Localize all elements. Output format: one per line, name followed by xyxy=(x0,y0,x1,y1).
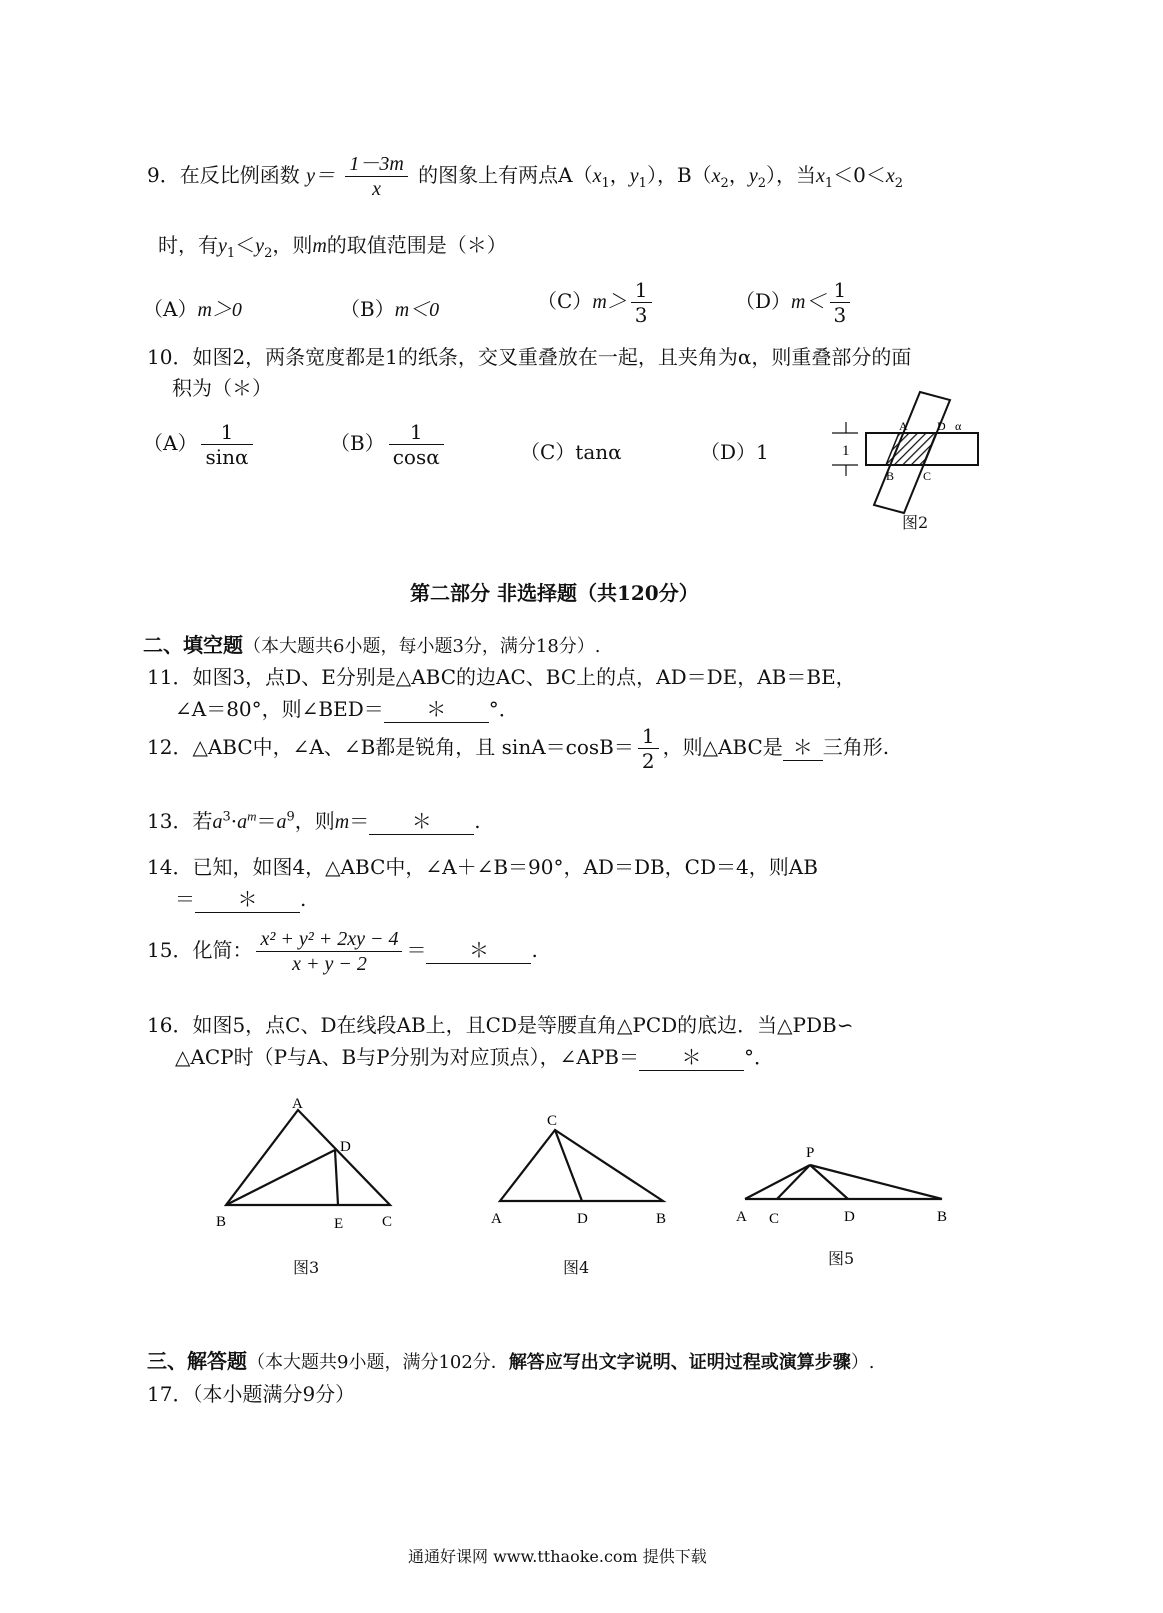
fig3-label-a: A xyxy=(292,1096,303,1112)
q9-option-c-label: （C） xyxy=(537,289,593,313)
q9-option-d-expr: m＜ xyxy=(791,291,826,313)
q9-cy1-sub: 1 xyxy=(226,246,236,261)
q9-option-c-expr: m＞ xyxy=(592,291,627,313)
q10-option-b-num: 1 xyxy=(389,420,444,445)
q9-frac-num: 1－3m xyxy=(345,152,407,177)
q13-eq: ＝ xyxy=(256,809,277,833)
q9-line2-pre: 时，有 xyxy=(158,233,218,257)
figure-3 xyxy=(210,1090,410,1240)
q9-number: 9．在反比例函数 xyxy=(147,163,300,187)
q10-option-b-den: cosα xyxy=(392,445,440,469)
part2-title: 第二部分 非选择题（共120分） xyxy=(410,581,699,605)
q13-line xyxy=(147,805,481,835)
q9-cy1: y xyxy=(218,235,227,257)
q10-option-a xyxy=(143,420,257,469)
q9-y-eq: y＝ xyxy=(306,165,335,187)
q9-cy2: y xyxy=(255,235,265,257)
fig4-label-c: C xyxy=(547,1113,558,1129)
q13-exp-m: m xyxy=(247,808,257,824)
fig4-label-b: B xyxy=(656,1211,667,1227)
q9-comma1: ， xyxy=(609,163,630,187)
q12-mid: ，则△ABC是 xyxy=(662,735,783,759)
fig5-segment-pa xyxy=(745,1165,810,1199)
q12-pre: 12．△ABC中，∠A、∠B都是锐角，且 sinA＝cosB＝ xyxy=(147,735,634,759)
fig3-segment-de xyxy=(335,1150,338,1205)
q16-line2 xyxy=(175,1041,774,1071)
q11-line2-pre: ∠A＝80°，则∠BED＝ xyxy=(175,697,384,721)
fig2-label-b: B xyxy=(886,469,895,483)
q9-cond-x1-sub: 1 xyxy=(824,176,834,191)
fig5-label-p: P xyxy=(806,1145,815,1161)
q12-frac-num: 1 xyxy=(638,724,659,749)
q9-line1 xyxy=(147,152,903,201)
q10-option-a-den: sinα xyxy=(205,445,249,469)
fig5-label-a: A xyxy=(736,1209,747,1225)
fig4-triangle xyxy=(500,1130,663,1201)
q10-option-a-num: 1 xyxy=(201,420,252,445)
q9-y1-sub: 1 xyxy=(638,176,647,191)
q9-comma2: ， xyxy=(728,163,749,187)
q9-text3: ），当 xyxy=(766,163,816,187)
footer-text: 通通好课网 www.tthaoke.com 提供下载 xyxy=(408,1547,707,1566)
q9-line2-post: 的取值范围是（＊） xyxy=(326,233,507,257)
q9-option-b-expr: m＜0 xyxy=(394,299,440,321)
q10-option-b-frac xyxy=(389,420,444,469)
q9-option-b-label: （B） xyxy=(340,297,395,321)
q9-line2 xyxy=(158,229,507,261)
q10-option-b xyxy=(330,420,448,469)
fig3-caption: 图3 xyxy=(293,1258,320,1277)
section3-note2: 解答应写出文字说明、证明过程或演算步骤 xyxy=(508,1352,851,1373)
q10-line2: 积为（＊） xyxy=(172,376,272,400)
fig3-label-b: B xyxy=(216,1214,227,1230)
q12-line xyxy=(147,724,889,773)
q9-m: m xyxy=(312,235,327,257)
q9-option-d xyxy=(735,278,854,327)
q10-option-b-label: （B） xyxy=(330,431,385,455)
fig3-label-d: D xyxy=(340,1139,351,1155)
fig2-overlap-region xyxy=(886,433,936,465)
q15-pre: 15．化简： xyxy=(147,938,253,962)
q9-cy2-sub: 2 xyxy=(264,246,273,261)
q13-post: . xyxy=(474,809,481,833)
q12-answer-blank: ＊ xyxy=(783,731,823,761)
section3-heading-label: 三、解答题 xyxy=(147,1349,247,1373)
q15-frac-num: x² + y² + 2xy − 4 xyxy=(256,927,402,952)
q9-cond-x2-sub: 2 xyxy=(894,176,904,191)
q9-y1: y xyxy=(629,165,639,187)
q9-lt: ＜ xyxy=(235,233,256,257)
fig4-caption: 图4 xyxy=(563,1258,590,1277)
q9-option-d-num: 1 xyxy=(830,278,851,303)
q13-a3: a xyxy=(276,811,287,833)
q13-pre: 13．若 xyxy=(147,809,213,833)
q13-exp3: 3 xyxy=(222,809,231,825)
q13-answer-blank: ＊ xyxy=(369,805,474,835)
q11-line2 xyxy=(175,693,519,723)
fig5-caption: 图5 xyxy=(828,1249,855,1268)
fig3-label-e: E xyxy=(334,1216,344,1232)
q14-line2-post: . xyxy=(300,887,307,911)
fig4-label-d: D xyxy=(577,1211,588,1227)
fig2-caption: 图2 xyxy=(902,513,929,532)
fig2-label-one: 1 xyxy=(842,443,850,459)
q9-line2-mid: ，则 xyxy=(272,233,313,257)
q16-line1: 16．如图5，点C、D在线段AB上，且CD是等腰直角△PCD的底边．当△PDB∽ xyxy=(147,1013,854,1037)
fig4-segment-cd xyxy=(555,1130,582,1201)
fig3-segment-bd xyxy=(226,1150,335,1205)
q15-fraction xyxy=(256,927,402,976)
q14-answer-blank: ＊ xyxy=(195,883,300,913)
q9-y2-sub: 2 xyxy=(757,176,766,191)
q15-line xyxy=(147,927,538,976)
q11-line1: 11．如图3，点D、E分别是△ABC的边AC、BC上的点，AD＝DE，AB＝BE， xyxy=(147,665,856,689)
q13-eq2: ＝ xyxy=(349,809,370,833)
q13-a2: a xyxy=(237,811,248,833)
q17-heading: 17．（本小题满分9分） xyxy=(147,1382,356,1406)
q9-text2: ），B（ xyxy=(646,163,712,187)
q10-line1: 10．如图2，两条宽度都是1的纸条，交叉重叠放在一起，且夹角为α，则重叠部分的面 xyxy=(147,345,912,369)
q9-option-d-label: （D） xyxy=(735,289,792,313)
section2-heading-label: 二、填空题 xyxy=(143,633,243,657)
section3-heading xyxy=(147,1345,875,1374)
q9-y2: y xyxy=(748,165,758,187)
q9-fraction xyxy=(345,152,407,201)
q9-x2-sub: 2 xyxy=(720,176,729,191)
q9-lt0: ＜0＜ xyxy=(833,163,886,187)
q14-line1: 14．已知，如图4，△ABC中，∠A＋∠B＝90°，AD＝DB，CD＝4，则AB xyxy=(147,855,818,879)
q9-option-a-expr: m＞0 xyxy=(197,299,242,321)
fig2-label-d: D xyxy=(937,419,946,433)
q15-frac-den: x + y − 2 xyxy=(292,953,367,975)
q9-option-c-num: 1 xyxy=(631,278,652,303)
q9-option-b xyxy=(340,293,439,322)
section3-note1: （本大题共9小题，满分102分． xyxy=(247,1352,509,1373)
q10-option-c: （C）tanα xyxy=(520,440,622,464)
q9-cond-x2: x xyxy=(885,165,895,187)
q13-a1: a xyxy=(212,811,223,833)
q15-answer-blank: ＊ xyxy=(426,934,531,964)
fig5-segment-pc xyxy=(777,1165,810,1199)
q11-line2-post: °． xyxy=(488,697,519,721)
q15-eq: ＝ xyxy=(406,938,427,962)
q13-mid: ，则 xyxy=(294,809,335,833)
fig5-label-b: B xyxy=(937,1209,948,1225)
q9-frac-den: x xyxy=(372,178,382,200)
q13-dot: · xyxy=(230,809,238,833)
q16-answer-blank: ＊ xyxy=(639,1041,744,1071)
q12-frac-den: 2 xyxy=(641,749,655,773)
fig3-triangle xyxy=(226,1110,390,1205)
q9-x1-sub: 1 xyxy=(601,176,610,191)
fig5-label-d: D xyxy=(844,1209,855,1225)
q10-option-d: （D）1 xyxy=(700,440,769,464)
q12-post: 三角形. xyxy=(822,735,890,759)
fig3-label-c: C xyxy=(382,1214,393,1230)
q13-m: m xyxy=(334,811,350,833)
q9-option-a-label: （A） xyxy=(143,297,198,321)
q9-option-c xyxy=(537,278,656,327)
q13-exp9: 9 xyxy=(286,809,295,825)
q10-option-a-frac xyxy=(201,420,252,469)
q9-option-c-frac xyxy=(631,278,652,327)
q16-line2-post: °． xyxy=(744,1045,774,1069)
q15-post: . xyxy=(531,938,538,962)
figure-5 xyxy=(730,1135,960,1235)
q9-x2: x xyxy=(711,165,721,187)
fig2-label-c: C xyxy=(923,469,932,483)
q9-option-a xyxy=(143,293,242,322)
fig5-label-c: C xyxy=(769,1211,780,1227)
fig2-label-a: A xyxy=(899,419,908,433)
section2-heading-note: （本大题共6小题，每小题3分，满分18分）. xyxy=(243,636,601,657)
section3-note3: ）. xyxy=(850,1352,875,1373)
q12-fraction xyxy=(638,724,659,773)
q14-line2 xyxy=(175,883,306,913)
q9-text1: 的图象上有两点A（ xyxy=(418,163,593,187)
q9-option-d-den: 3 xyxy=(833,303,847,327)
section2-heading xyxy=(143,629,601,658)
q10-option-a-label: （A） xyxy=(143,431,198,455)
q9-cond-x1: x xyxy=(816,165,825,187)
fig4-label-a: A xyxy=(491,1211,502,1227)
figure-4 xyxy=(485,1105,680,1230)
q14-line2-pre: ＝ xyxy=(175,887,195,911)
fig2-label-alpha: α xyxy=(955,419,962,433)
q11-answer-blank: ＊ xyxy=(384,693,489,723)
q9-option-d-frac xyxy=(830,278,851,327)
q9-x1: x xyxy=(592,165,602,187)
q16-line2-pre: △ACP时（P与A、B与P分别为对应顶点），∠APB＝ xyxy=(175,1045,639,1069)
q9-option-c-den: 3 xyxy=(634,303,648,327)
